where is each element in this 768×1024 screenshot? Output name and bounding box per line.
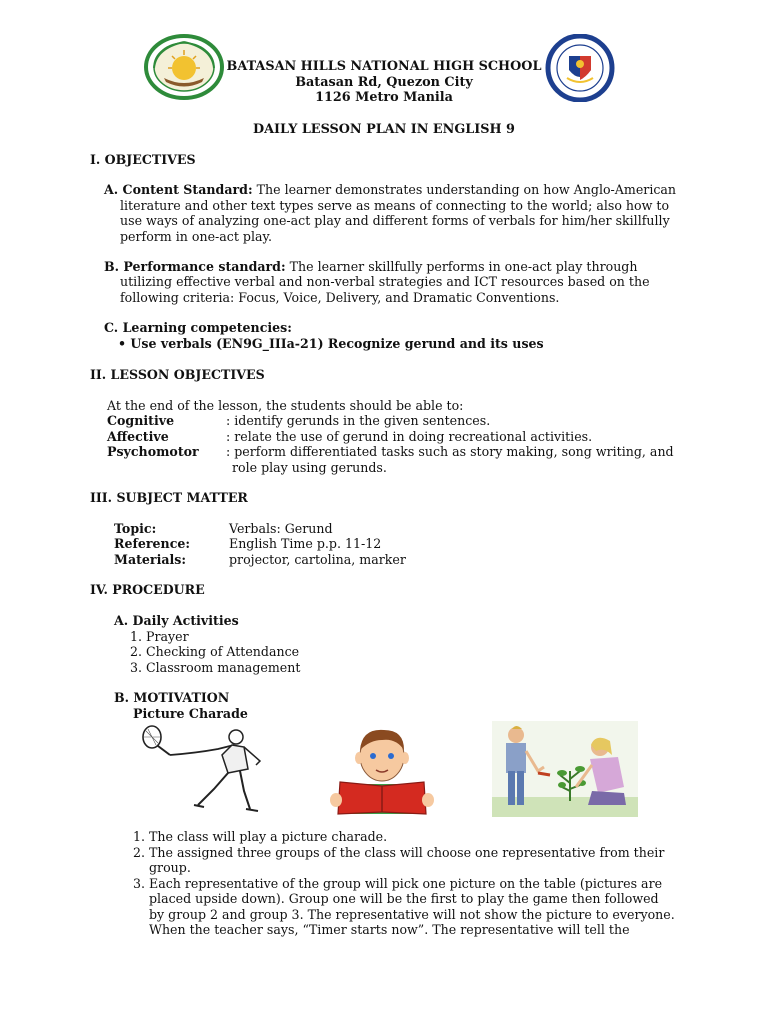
performance-standard-line2: utilizing effective verbal and non-verbal strategies and ICT resources based on the xyxy=(120,274,650,289)
performance-standard-text: The learner skillfully performs in one-act play through xyxy=(285,259,638,274)
subject-value-topic: Verbals: Gerund xyxy=(229,521,333,536)
planting-tree-picture xyxy=(492,721,638,817)
motivation-heading: B. MOTIVATION xyxy=(114,690,230,705)
document-title: DAILY LESSON PLAN IN ENGLISH 9 xyxy=(253,122,515,137)
daily-activity-item: 2. Checking of Attendance xyxy=(130,644,300,659)
objective-text-psychomotor-cont: role play using gerunds. xyxy=(232,460,387,475)
motivation-step: 3. Each representative of the group will pick one picture on the table (pictures are xyxy=(133,876,663,891)
learning-competencies-label: C. Learning competencies: xyxy=(104,320,292,335)
performance-standard-label: B. Performance standard: xyxy=(104,259,286,274)
section-heading-subject-matter: III. SUBJECT MATTER xyxy=(90,490,248,505)
section-heading-lesson-objectives: II. LESSON OBJECTIVES xyxy=(90,367,265,382)
section-heading-procedure: IV. PROCEDURE xyxy=(90,582,205,597)
tennis-player-picture xyxy=(136,725,284,817)
performance-standard-line1 xyxy=(104,259,637,275)
objective-text-cognitive: : identify gerunds in the given sentences. xyxy=(226,413,491,428)
content-standard-line2: literature and other text types serve as means of connecting to the world; also how to xyxy=(120,198,670,213)
motivation-step-cont: placed upside down). Group one will be the first to play the game then followed xyxy=(149,891,659,906)
objective-label-cognitive: Cognitive xyxy=(107,413,175,428)
motivation-step: 2. The assigned three groups of the class will choose one representative from their xyxy=(133,845,665,860)
objective-label-psychomotor: Psychomotor xyxy=(107,444,199,459)
school-name: BATASAN HILLS NATIONAL HIGH SCHOOL xyxy=(226,59,542,74)
objective-text-affective: : relate the use of gerund in doing recreational activities. xyxy=(226,429,593,444)
motivation-step-cont: by group 2 and group 3. The representative will not show the picture to everyone. xyxy=(149,907,675,922)
subject-value-materials: projector, cartolina, marker xyxy=(229,552,406,567)
daily-activity-item: 1. Prayer xyxy=(130,629,189,644)
subject-label-materials: Materials: xyxy=(114,552,187,567)
motivation-step-cont: When the teacher says, “Timer starts now”. The representative will tell the xyxy=(149,922,630,937)
section-heading-objectives: I. OBJECTIVES xyxy=(90,152,196,167)
lesson-objectives-intro: At the end of the lesson, the students should be able to: xyxy=(107,398,464,413)
motivation-subheading: Picture Charade xyxy=(133,706,248,721)
school-address-line1: Batasan Rd, Quezon City xyxy=(295,75,473,90)
objective-label-affective: Affective xyxy=(107,429,169,444)
content-standard-line1 xyxy=(104,182,676,198)
content-standard-line3: use ways of analyzing one-act play and different forms of verbals for him/her skillfully xyxy=(120,213,670,228)
objective-text-psychomotor: : perform differentiated tasks such as story making, song writing, and xyxy=(226,444,674,459)
content-standard-text: The learner demonstrates understanding on how Anglo-American xyxy=(252,182,677,197)
subject-value-reference: English Time p.p. 11-12 xyxy=(229,536,382,551)
subject-label-topic: Topic: xyxy=(114,521,157,536)
boy-reading-picture xyxy=(326,724,438,816)
content-standard-label: A. Content Standard: xyxy=(104,182,253,197)
learning-competency-bullet: • Use verbals (EN9G_IIIa-21) Recognize gerund and its uses xyxy=(118,336,544,351)
motivation-step: 1. The class will play a picture charade. xyxy=(133,829,388,844)
school-address-line2: 1126 Metro Manila xyxy=(315,90,453,105)
motivation-step-cont: group. xyxy=(149,860,191,875)
performance-standard-line3: following criteria: Focus, Voice, Delivery, and Dramatic Conventions. xyxy=(120,290,560,305)
content-standard-line4: perform in one-act play. xyxy=(120,229,272,244)
subject-label-reference: Reference: xyxy=(114,536,191,551)
daily-activity-item: 3. Classroom management xyxy=(130,660,301,675)
daily-activities-heading: A. Daily Activities xyxy=(114,613,239,628)
